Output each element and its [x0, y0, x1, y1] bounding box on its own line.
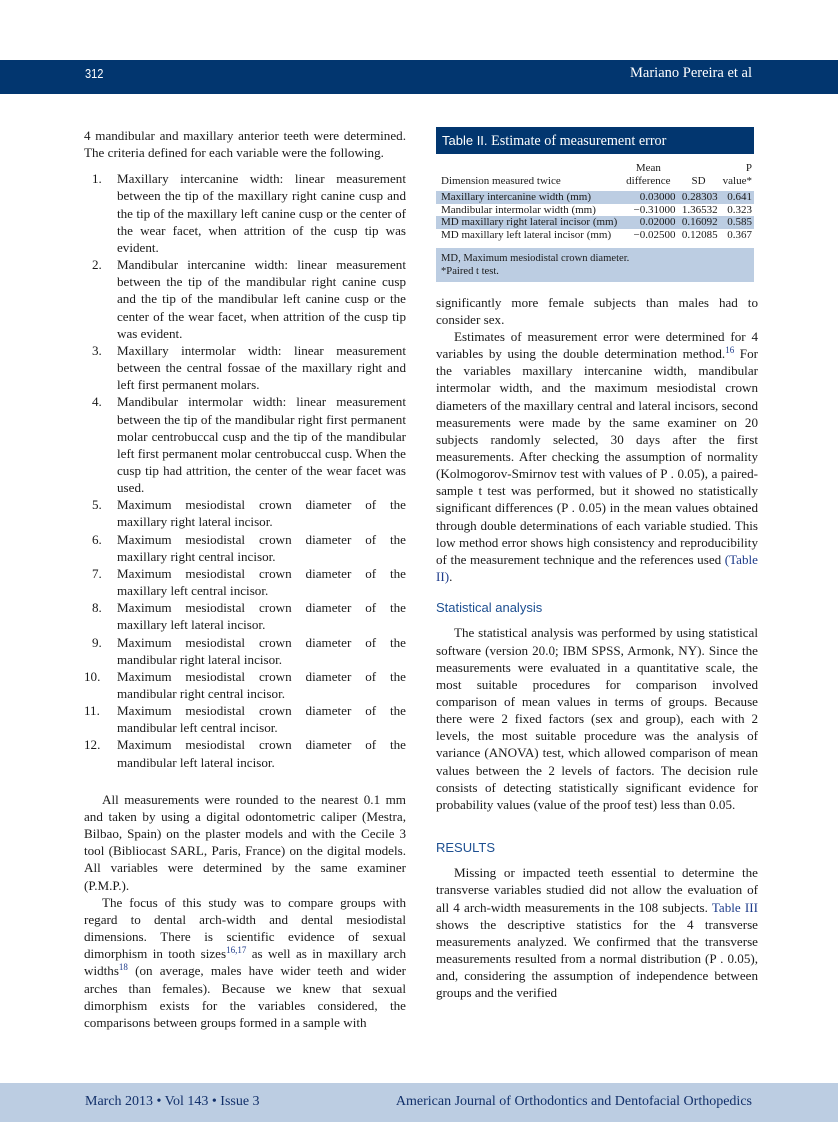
table-title — [436, 127, 754, 154]
table-caption: Estimate of measurement error — [491, 133, 667, 149]
table-row: Mandibular intermolar width (mm) −0.31000 1.36532 0.323 — [441, 203, 752, 216]
table-iii-link[interactable]: Table III — [711, 899, 758, 915]
table-row: MD maxillary right lateral incisor (mm) 0.02000 0.16092 0.585 — [436, 216, 754, 229]
table-header-row — [436, 162, 754, 191]
column-header: Mean difference — [626, 162, 671, 187]
column-header: SD — [691, 174, 706, 187]
right-column — [436, 127, 758, 1002]
list-item: 5. Maximum mesiodistal crown diameter of the maxillary right lateral incisor. — [92, 497, 406, 530]
issue-info: March 2013 • Vol 143 • Issue 3 — [85, 1094, 260, 1109]
measurement-error-paragraph: Estimates of measurement error were determined for 4 variables by using the double determination method.$^{16}$ For the variables maxillary intercanine width, mandibular intermolar width, and the maximum mesiodistal crown diameters of the maxillary central and lateral incisors, second measurements were made by the same examiner on 20 subjects randomly selected, 30 days after the first measurements. After checking the assumption of normality (Kolmogorov-Smirnov test with values of P . 0.05), a paired-sample t test was performed, but it showed no statistically significant differences (P . 0.05) in the mean values obtained through double determinations of each variable studied. This low method error shows high consistency and reproducibility of the measurement technique and the references used (Table II). — [436, 328, 758, 585]
page-number: 312 — [85, 66, 104, 81]
list-item: 8. Maximum mesiodistal crown diameter of the maxillary left lateral incisor. — [92, 600, 406, 633]
results-paragraph: Missing or impacted teeth essential to determine the transverse variables studied did not allow the evaluation of all 4 arch-width measurements in the 108 subjects. Table III shows the descriptive statistics for the 4 transverse measurements analyzed. We confirmed that the transverse measurements resulted from a normal distribution (P . 0.05), and, considering the assumption of independence between groups and the verified — [436, 865, 758, 1001]
citation-link[interactable]: 18 — [118, 962, 128, 973]
list-item: 3. Maxillary intermolar width: linear measurement between the central fossae of the maxillary right and left first permanent molars. — [92, 342, 406, 393]
table-footnotes — [436, 248, 754, 282]
list-item: 4. Mandibular intermolar width: linear measurement between the tip of the mandibular right first permanent molar centrobuccal cusp and the tip of the mandibular left first permanent molar centrobuccal cusp. When the cusp tip had attrition, the center of the wear facet was used. — [92, 394, 406, 496]
citation-link[interactable]: 16 — [725, 345, 735, 356]
list-item: 12. Maximum mesiodistal crown diameter of the mandibular left lateral incisor. — [84, 737, 406, 770]
running-authors: Mariano Pereira et al — [630, 65, 752, 81]
journal-name: American Journal of Orthodontics and Dentofacial Orthopedics — [395, 1094, 752, 1109]
column-header: Dimension measured twice — [441, 174, 561, 187]
list-item: 10. Maximum mesiodistal crown diameter of the mandibular right central incisor. — [84, 668, 406, 701]
running-footer — [0, 1083, 838, 1122]
measurement-error-table — [436, 162, 754, 242]
list-item: 9. Maximum mesiodistal crown diameter of the mandibular right lateral incisor. — [92, 634, 406, 667]
section-heading-results: RESULTS — [436, 840, 495, 856]
intro-paragraph: 4 mandibular and maxillary anterior teeth were determined. The criteria defined for each variable were the following. — [84, 128, 406, 161]
statistics-paragraph: The statistical analysis was performed by using statistical software (version 20.0; IBM SPSS, Armonk, NY). Since the measurements were evaluated in a quantitative scale, the most suitable procedures for comparison involved comparison of mean values in terms of groups. Because there were 2 fixed factors (sex and group), each with 2 levels, the most suitable procedure was the analysis of variance (ANOVA) test, which allowed comparison of mean values between the 2 levels of factors. The decision rule consists of detecting statistically significant evidence for probability values (value of the proof test) less than 0.05. — [436, 625, 758, 812]
table-ii-link[interactable]: (Table II) — [436, 551, 758, 585]
table-row: Maxillary intercanine width (mm) 0.03000 0.28303 0.641 — [436, 191, 754, 204]
focus-paragraph: The focus of this study was to compare groups with regard to dental arch-width and dental mesiodistal dimensions. There is scientific evidence of sexual dimorphism in tooth sizes$^{16,17}$ as well as in maxillary arch widths$^{18}$ (on average, males have wider teeth and wider arches than females). Because we knew that sexual dimorphism exists for the variables considered, the comparisons between groups formed in a sample with — [84, 894, 406, 1030]
section-heading-statistical-analysis: Statistical analysis — [436, 600, 543, 616]
table-label: Table II. — [442, 133, 488, 148]
measurements-paragraph: All measurements were rounded to the nearest 0.1 mm and taken by using a digital odontometric caliper (Mestra, Bilbao, Spain) on the plaster models and with the Cecile 3 tool (Bibliocast SARL, Paris, France) on the digital models. All variables were determined by the same examiner (P.M.P.). — [84, 791, 406, 893]
list-item: 11. Maximum mesiodistal crown diameter of the mandibular left central incisor. — [84, 703, 406, 736]
criteria-list — [84, 170, 406, 770]
list-item: 7. Maximum mesiodistal crown diameter of the maxillary left central incisor. — [92, 565, 406, 599]
list-item: 1. Maxillary intercanine width: linear measurement between the tip of the maxillary right canine cusp and the tip of the maxillary left canine cusp or the center of the wear facet, when attrition of the cusp tip was evident. — [92, 171, 406, 255]
left-column — [84, 127, 406, 1031]
column-header: P value* — [722, 162, 752, 187]
running-header — [0, 60, 838, 94]
table-footnote: MD, Maximum mesiodistal crown diameter. — [441, 252, 630, 264]
continuation-paragraph: significantly more female subjects than males had to consider sex. — [436, 294, 758, 327]
table-ii — [436, 127, 754, 282]
table-footnote: *Paired t test. — [441, 266, 499, 278]
table-row: MD maxillary left lateral incisor (mm) −0.02500 0.12085 0.367 — [441, 228, 752, 241]
list-item: 2. Mandibular intercanine width: linear measurement between the tip of the mandibular right canine cusp and the tip of the mandibular left canine cusp or the center of the wear facet, when attrition of the cusp tip was evident. — [92, 257, 406, 341]
citation-link[interactable]: 16,17 — [226, 945, 247, 956]
list-item: 6. Maximum mesiodistal crown diameter of the maxillary right central incisor. — [92, 531, 406, 564]
